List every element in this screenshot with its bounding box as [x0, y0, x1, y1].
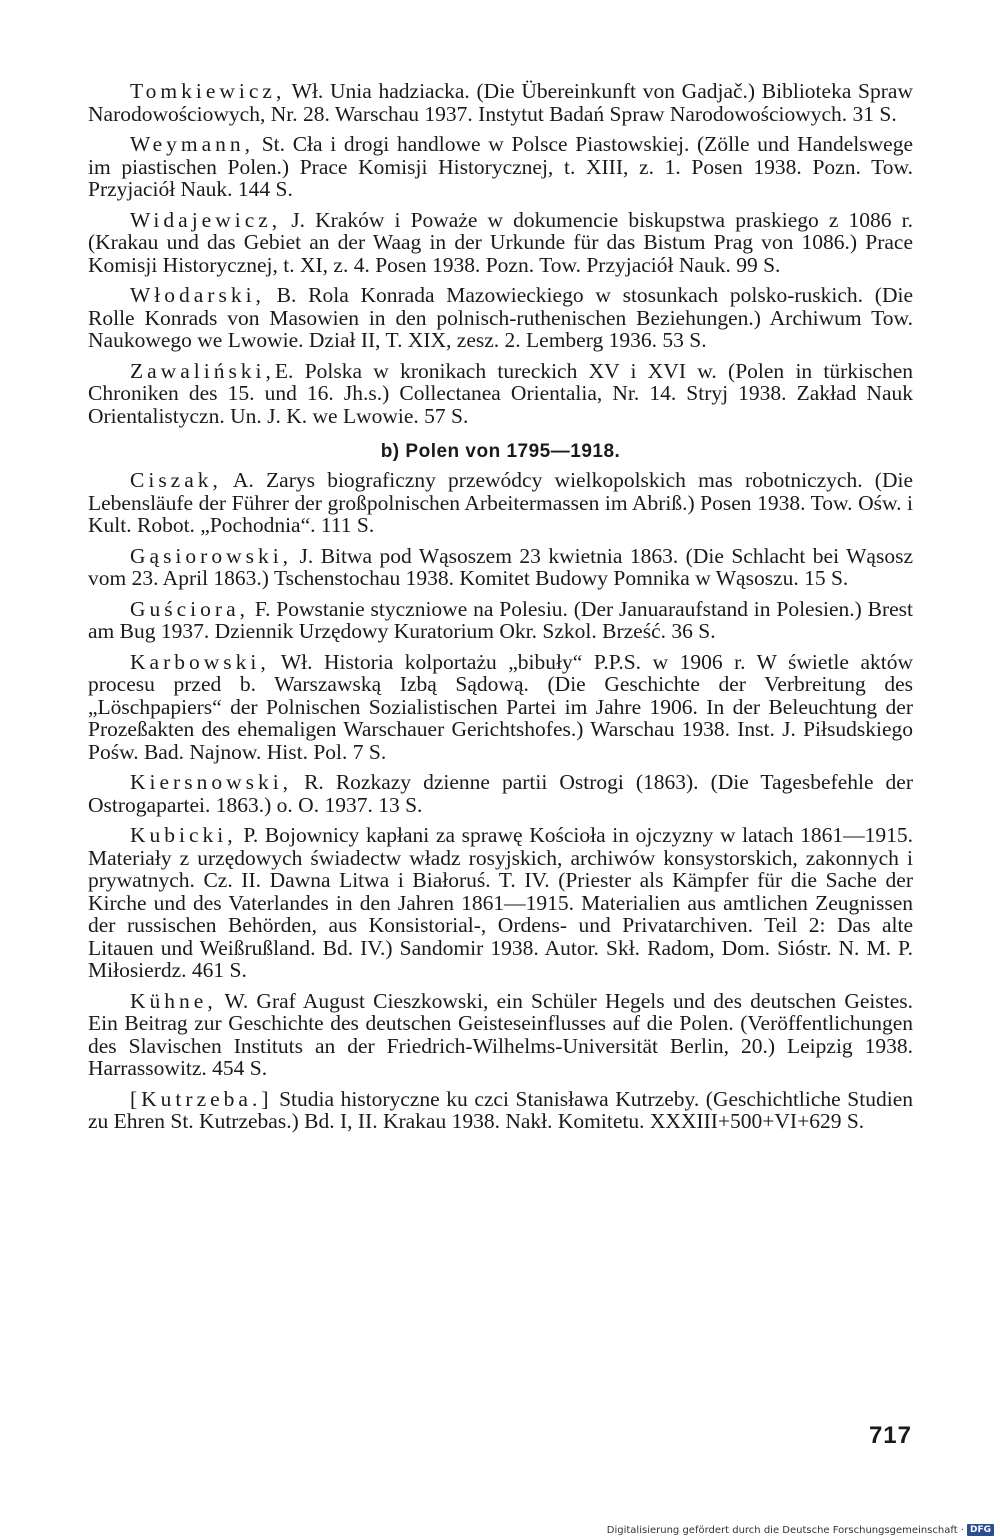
bibliography-entry — [88, 1088, 913, 1133]
digitization-footer — [607, 1524, 994, 1536]
bibliography-list-a — [88, 80, 913, 427]
entry-author: Kiersnowski, — [130, 770, 293, 794]
bibliography-entry — [88, 360, 913, 428]
entry-text: P. Bojownicy kapłani za sprawę Kościoła in ojczyzny w latach 1861—1915. Materiały z urzędowych świadectw władz rosyjskich, archiwów konsystorskich, zakonnych i prywatnych. Cz. II. Dawna Litwa i Białoruś. T. IV. (Priester als Kämpfer für die Sache der Kirche und des Vaterlandes in den Jahren 1861—1915. Materialien aus amtlichen Zeugnissen der russischen Behörden, aus Konsistorial-, Ordens- und Privatarchiven. Teil 2: Das alte Litauen und Weißrußland. Bd. IV.) Sandomir 1938. Autor. Skł. Radom, Dom. Sióstr. N. M. P. Miłosierdz. 461 S. — [88, 823, 913, 982]
bibliography-entry — [88, 209, 913, 277]
entry-author: Kubicki, — [130, 823, 237, 847]
entry-text: E. Polska w kronikach tureckich XV i XVI w. (Polen in türkischen Chroniken des 15. und 16. Jh.s.) Collectanea Orientalia, Nr. 14. Stryj 1938. Zakład Nauk Orientalistyczn. Un. J. K. we Lwowie. 57 S. — [88, 358, 913, 428]
entry-author: Ciszak, — [130, 468, 222, 492]
entry-author: Włodarski, — [130, 283, 265, 307]
bibliography-entry — [88, 771, 913, 816]
entry-text: Studia historyczne ku czci Stanisława Kutrzeby. (Geschichtliche Studien zu Ehren St. Kutrzebas.) Bd. I, II. Krakau 1938. Nakł. Komitetu. XXXIII+500+VI+629 S. — [88, 1086, 913, 1133]
entry-author: Weymann, — [130, 132, 255, 156]
bibliography-entry — [88, 824, 913, 982]
entry-author: [Kutrzeba.] — [130, 1086, 273, 1111]
entry-author: Guściora, — [130, 596, 249, 621]
entry-text: B. Rola Konrada Mazowieckiego w stosunkach polsko-ruskich. (Die Rolle Konrads von Masowien in den polnisch-ruthenischen Beziehungen.) Archiwum Tow. Naukowego we Lwowie. Dział II, T. XIX, zesz. 2. Lemberg 1936. 53 S. — [88, 283, 913, 352]
entry-author: Karbowski, — [130, 649, 270, 674]
bibliography-entry — [88, 990, 913, 1080]
entry-text: A. Zarys biograficzny przewódcy wielkopolskich mas robotniczych. (Die Lebensläufe der Führer der großpolnischen Arbeitermassen im Abriß.) Posen 1938. Tow. Ośw. i Kult. Robot. „Pochodnia“. 111 S. — [88, 468, 913, 537]
bibliography-entry — [88, 133, 913, 201]
footer-text: Digitalisierung gefördert durch die Deutsche Forschungsgemeinschaft · — [606, 1524, 964, 1536]
bibliography-entry — [88, 545, 913, 590]
bibliography-entry — [88, 80, 913, 125]
entry-author: Gąsiorowski, — [130, 543, 293, 568]
bibliography-entry — [88, 469, 913, 537]
dfg-logo-icon: DFG — [967, 1524, 994, 1536]
bibliography-entry — [88, 651, 913, 764]
page-number: 717 — [868, 1422, 912, 1449]
section-heading: b) Polen von 1795—1918. — [380, 441, 621, 462]
bibliography-list-b — [88, 469, 913, 1133]
entry-text: F. Powstanie styczniowe na Polesiu. (Der Januaraufstand in Polesien.) Brest am Bug 1937. Dziennik Urzędowy Kuratorium Okr. Szkol. Brześć. 36 S. — [88, 596, 913, 643]
entry-text: R. Rozkazy dzienne partii Ostrogi (1863). (Die Tagesbefehle der Ostrogapartei. 1863.) o. O. 1937. 13 S. — [88, 770, 913, 817]
entry-author: Zawaliński, — [130, 358, 275, 383]
entry-text: Wł. Historia kolportażu „bibuły“ P.P.S. w 1906 r. W świetle aktów procesu przed b. Warszawską Izbą Sądową. (Die Geschichte der Verbreitung des „Löschpapiers“ der Polnischen Sozialistischen Partei im Jahre 1906. In der Beleuchtung der Prozeßakten des ehemaligen Warschauer Gerichtshofes.) Warschau 1938. Inst. J. Piłsudskiego Pośw. Bad. Najnow. Hist. Pol. 7 S. — [88, 649, 913, 764]
entry-text: J. Kraków i Poważe w dokumencie biskupstwa praskiego z 1086 r. (Krakau und das Gebiet an der Waag in der Urkunde für das Bistum Prag von 1086.) Prace Komisji Historycznej, t. XI, z. 4. Posen 1938. Pozn. Tow. Przyjaciół Nauk. 99 S. — [88, 207, 913, 277]
bibliography-entry — [88, 284, 913, 352]
entry-text: St. Cła i drogi handlowe w Polsce Piastowskiej. (Zölle und Handelswege im piastischen Polen.) Prace Komisji Historycznej, t. XIII, z. 1. Posen 1938. Pozn. Tow. Przyjaciół Nauk. 144 S. — [88, 132, 913, 201]
entry-author: Tomkiewicz, — [130, 79, 286, 103]
entry-text: Wł. Unia hadziacka. (Die Übereinkunft von Gadjač.) Biblioteka Spraw Narodowościowych, Nr. 28. Warschau 1937. Instytut Badań Spraw Narodowościowych. 31 S. — [88, 79, 913, 126]
entry-author: Widajewicz, — [130, 207, 282, 232]
entry-text: W. Graf August Cieszkowski, ein Schüler Hegels und des deutschen Geistes. Ein Beitrag zur Geschichte des deutschen Geisteseinflusses auf die Polen. (Veröffentlichungen des Slavischen Instituts an der Friedrich-Wilhelms-Universität Berlin, 20.) Leipzig 1938. Harrassowitz. 454 S. — [88, 988, 913, 1080]
page-body — [88, 80, 913, 1141]
bibliography-entry — [88, 598, 913, 643]
entry-text: J. Bitwa pod Wąsoszem 23 kwietnia 1863. (Die Schlacht bei Wąsosz vom 23. April 1863.) Tschenstochau 1938. Komitet Budowy Pomnika w Wąsoszu. 15 S. — [88, 543, 913, 590]
entry-author: Kühne, — [130, 988, 217, 1013]
